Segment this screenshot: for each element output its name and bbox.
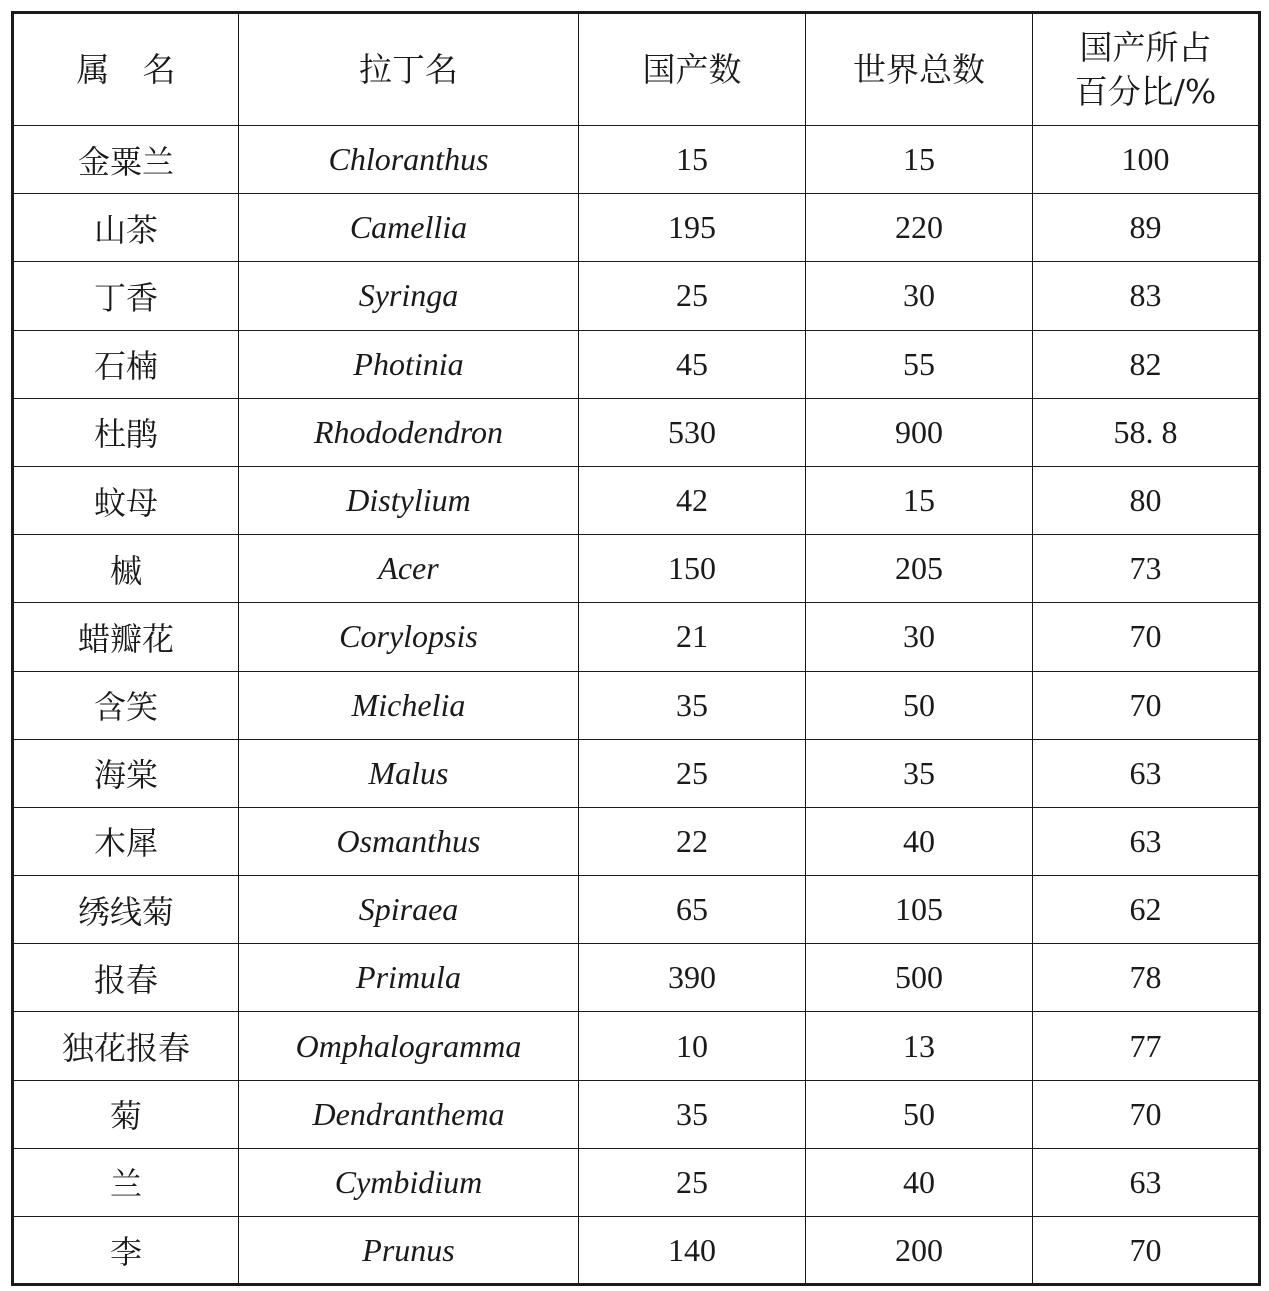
cell-genus: 菊 [13,1080,239,1148]
cell-domestic-count: 15 [579,126,806,194]
cell-domestic-count: 21 [579,603,806,671]
table-row [13,1080,1260,1148]
cell-world-total: 50 [806,671,1033,739]
cell-domestic-count: 10 [579,1012,806,1080]
cell-genus: 金粟兰 [13,126,239,194]
cell-domestic-percent: 82 [1033,330,1260,398]
header-world-total: 世界总数 [806,13,1033,126]
cell-domestic-percent: 73 [1033,535,1260,603]
table-row [13,944,1260,1012]
cell-genus: 报春 [13,944,239,1012]
cell-world-total: 15 [806,126,1033,194]
cell-genus: 独花报春 [13,1012,239,1080]
table-row [13,671,1260,739]
cell-latin-name: Michelia [239,671,579,739]
cell-genus: 绣线菊 [13,876,239,944]
cell-genus: 丁香 [13,262,239,330]
cell-latin-name: Chloranthus [239,126,579,194]
header-domestic-count: 国产数 [579,13,806,126]
cell-domestic-percent: 78 [1033,944,1260,1012]
cell-latin-name: Primula [239,944,579,1012]
table-row [13,194,1260,262]
cell-domestic-count: 42 [579,466,806,534]
cell-domestic-count: 65 [579,876,806,944]
cell-latin-name: Rhododendron [239,398,579,466]
cell-genus: 槭 [13,535,239,603]
cell-latin-name: Corylopsis [239,603,579,671]
table-row [13,876,1260,944]
cell-domestic-percent: 63 [1033,739,1260,807]
cell-domestic-percent: 83 [1033,262,1260,330]
cell-domestic-percent: 77 [1033,1012,1260,1080]
cell-world-total: 105 [806,876,1033,944]
cell-world-total: 50 [806,1080,1033,1148]
header-latin-name: 拉丁名 [239,13,579,126]
cell-world-total: 55 [806,330,1033,398]
cell-domestic-percent: 62 [1033,876,1260,944]
cell-world-total: 500 [806,944,1033,1012]
cell-world-total: 220 [806,194,1033,262]
cell-domestic-percent: 80 [1033,466,1260,534]
cell-domestic-percent: 70 [1033,1080,1260,1148]
cell-domestic-percent: 58. 8 [1033,398,1260,466]
cell-genus: 蜡瓣花 [13,603,239,671]
table-row [13,1148,1260,1216]
cell-latin-name: Syringa [239,262,579,330]
table-row [13,466,1260,534]
cell-latin-name: Omphalogramma [239,1012,579,1080]
cell-latin-name: Cymbidium [239,1148,579,1216]
cell-latin-name: Spiraea [239,876,579,944]
header-genus: 属 名 [13,13,239,126]
cell-genus: 含笑 [13,671,239,739]
cell-latin-name: Photinia [239,330,579,398]
cell-domestic-count: 25 [579,739,806,807]
cell-genus: 海棠 [13,739,239,807]
cell-world-total: 30 [806,262,1033,330]
cell-world-total: 205 [806,535,1033,603]
cell-domestic-count: 150 [579,535,806,603]
cell-latin-name: Dendranthema [239,1080,579,1148]
cell-latin-name: Prunus [239,1217,579,1285]
genus-statistics-table [11,11,1261,1286]
cell-genus: 石楠 [13,330,239,398]
table-row [13,330,1260,398]
cell-latin-name: Malus [239,739,579,807]
table-row [13,535,1260,603]
cell-genus: 木犀 [13,807,239,875]
cell-domestic-count: 45 [579,330,806,398]
cell-domestic-percent: 100 [1033,126,1260,194]
cell-world-total: 900 [806,398,1033,466]
table-body [13,126,1260,1285]
cell-genus: 兰 [13,1148,239,1216]
table-row [13,398,1260,466]
cell-domestic-percent: 89 [1033,194,1260,262]
cell-domestic-count: 25 [579,262,806,330]
cell-genus: 杜鹃 [13,398,239,466]
table-row [13,262,1260,330]
cell-domestic-count: 25 [579,1148,806,1216]
cell-genus: 蚊母 [13,466,239,534]
cell-domestic-count: 530 [579,398,806,466]
cell-domestic-count: 22 [579,807,806,875]
cell-domestic-percent: 70 [1033,671,1260,739]
cell-latin-name: Camellia [239,194,579,262]
cell-world-total: 30 [806,603,1033,671]
cell-domestic-percent: 63 [1033,1148,1260,1216]
cell-genus: 山茶 [13,194,239,262]
cell-genus: 李 [13,1217,239,1285]
cell-domestic-percent: 70 [1033,1217,1260,1285]
cell-domestic-count: 195 [579,194,806,262]
header-percent-line2: 百分比/% [1074,71,1217,111]
cell-world-total: 40 [806,1148,1033,1216]
cell-domestic-percent: 70 [1033,603,1260,671]
cell-world-total: 15 [806,466,1033,534]
cell-domestic-count: 390 [579,944,806,1012]
cell-domestic-count: 35 [579,1080,806,1148]
table-row [13,1012,1260,1080]
cell-world-total: 35 [806,739,1033,807]
cell-latin-name: Acer [239,535,579,603]
cell-world-total: 200 [806,1217,1033,1285]
table-row [13,739,1260,807]
cell-latin-name: Osmanthus [239,807,579,875]
cell-domestic-count: 140 [579,1217,806,1285]
cell-domestic-count: 35 [579,671,806,739]
header-percent-line1: 国产所占 [1079,27,1212,67]
table-row [13,126,1260,194]
cell-world-total: 40 [806,807,1033,875]
table-row [13,1217,1260,1285]
table-row [13,603,1260,671]
cell-domestic-percent: 63 [1033,807,1260,875]
header-row [13,13,1260,126]
cell-latin-name: Distylium [239,466,579,534]
header-domestic-percent [1033,13,1260,126]
table-row [13,807,1260,875]
cell-world-total: 13 [806,1012,1033,1080]
